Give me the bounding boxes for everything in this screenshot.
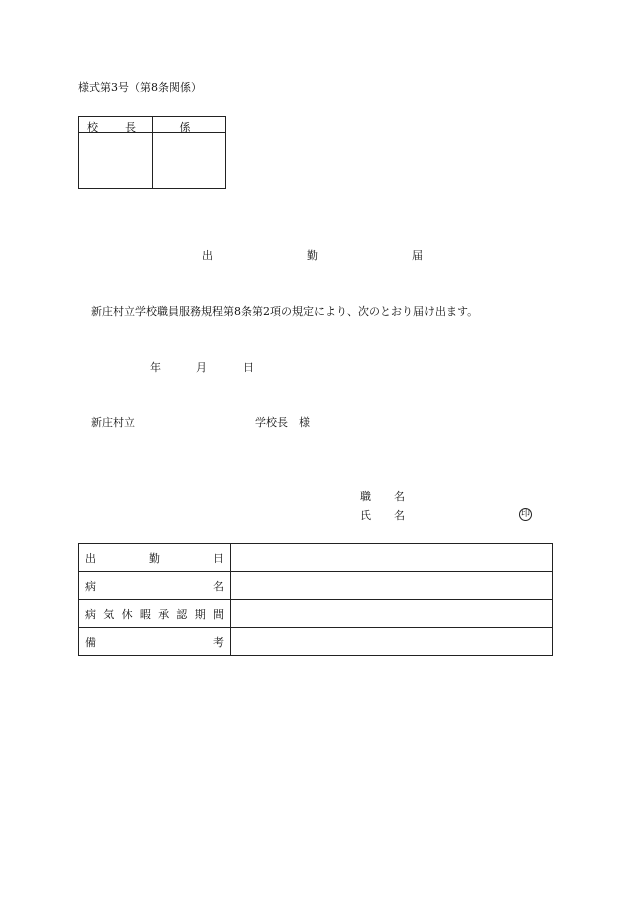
label-char: 休 [121, 607, 133, 621]
form-number: 様式第3号（第8条関係） [78, 81, 202, 94]
label-char: 期 [194, 607, 206, 621]
details-row-sick-leave-period [79, 600, 553, 628]
label-char: 病 [85, 579, 96, 593]
details-table [78, 543, 553, 656]
title-char-2: 勤 [307, 249, 318, 262]
date-day-label: 日 [243, 361, 254, 374]
label-char: 間 [212, 607, 224, 621]
label-char: 承 [158, 607, 170, 621]
label-char: 備 [85, 635, 96, 649]
label-char: 出 [85, 551, 96, 565]
details-label-sick-leave-period [79, 600, 231, 628]
label-char: 暇 [139, 607, 151, 621]
details-value-remarks[interactable] [231, 628, 553, 656]
name-label-char-1: 氏 [360, 509, 371, 522]
details-label-remarks [79, 628, 231, 656]
label-char: 病 [85, 607, 96, 621]
approval-header-principal: 校 長 [87, 121, 144, 134]
details-label-illness-name [79, 572, 231, 600]
seal-icon: 印 [520, 509, 530, 519]
position-label-char-1: 職 [360, 490, 371, 503]
date-month-label: 月 [196, 361, 207, 374]
details-row-attendance-date [79, 544, 553, 572]
label-char: 認 [176, 607, 188, 621]
date-year-label: 年 [150, 361, 161, 374]
addressee-suffix: 学校長 様 [255, 416, 310, 429]
label-char: 勤 [149, 551, 160, 565]
approval-header-staff: 係 [179, 121, 199, 134]
statement-text: 新庄村立学校職員服務規程第8条第2項の規定により、次のとおり届け出ます。 [91, 305, 479, 318]
title-char-3: 届 [412, 249, 423, 262]
details-row-remarks [79, 628, 553, 656]
position-label-char-2: 名 [394, 490, 405, 503]
details-value-attendance-date[interactable] [231, 544, 553, 572]
label-char: 気 [103, 607, 115, 621]
addressee-prefix: 新庄村立 [91, 416, 135, 429]
title-char-1: 出 [202, 249, 213, 262]
approval-stamp-box [78, 116, 226, 189]
details-row-illness-name [79, 572, 553, 600]
details-value-sick-leave-period[interactable] [231, 600, 553, 628]
details-value-illness-name[interactable] [231, 572, 553, 600]
label-char: 日 [213, 551, 224, 565]
details-label-attendance-date [79, 544, 231, 572]
label-char: 考 [213, 635, 224, 649]
label-char: 名 [213, 579, 224, 593]
name-label-char-2: 名 [394, 509, 405, 522]
